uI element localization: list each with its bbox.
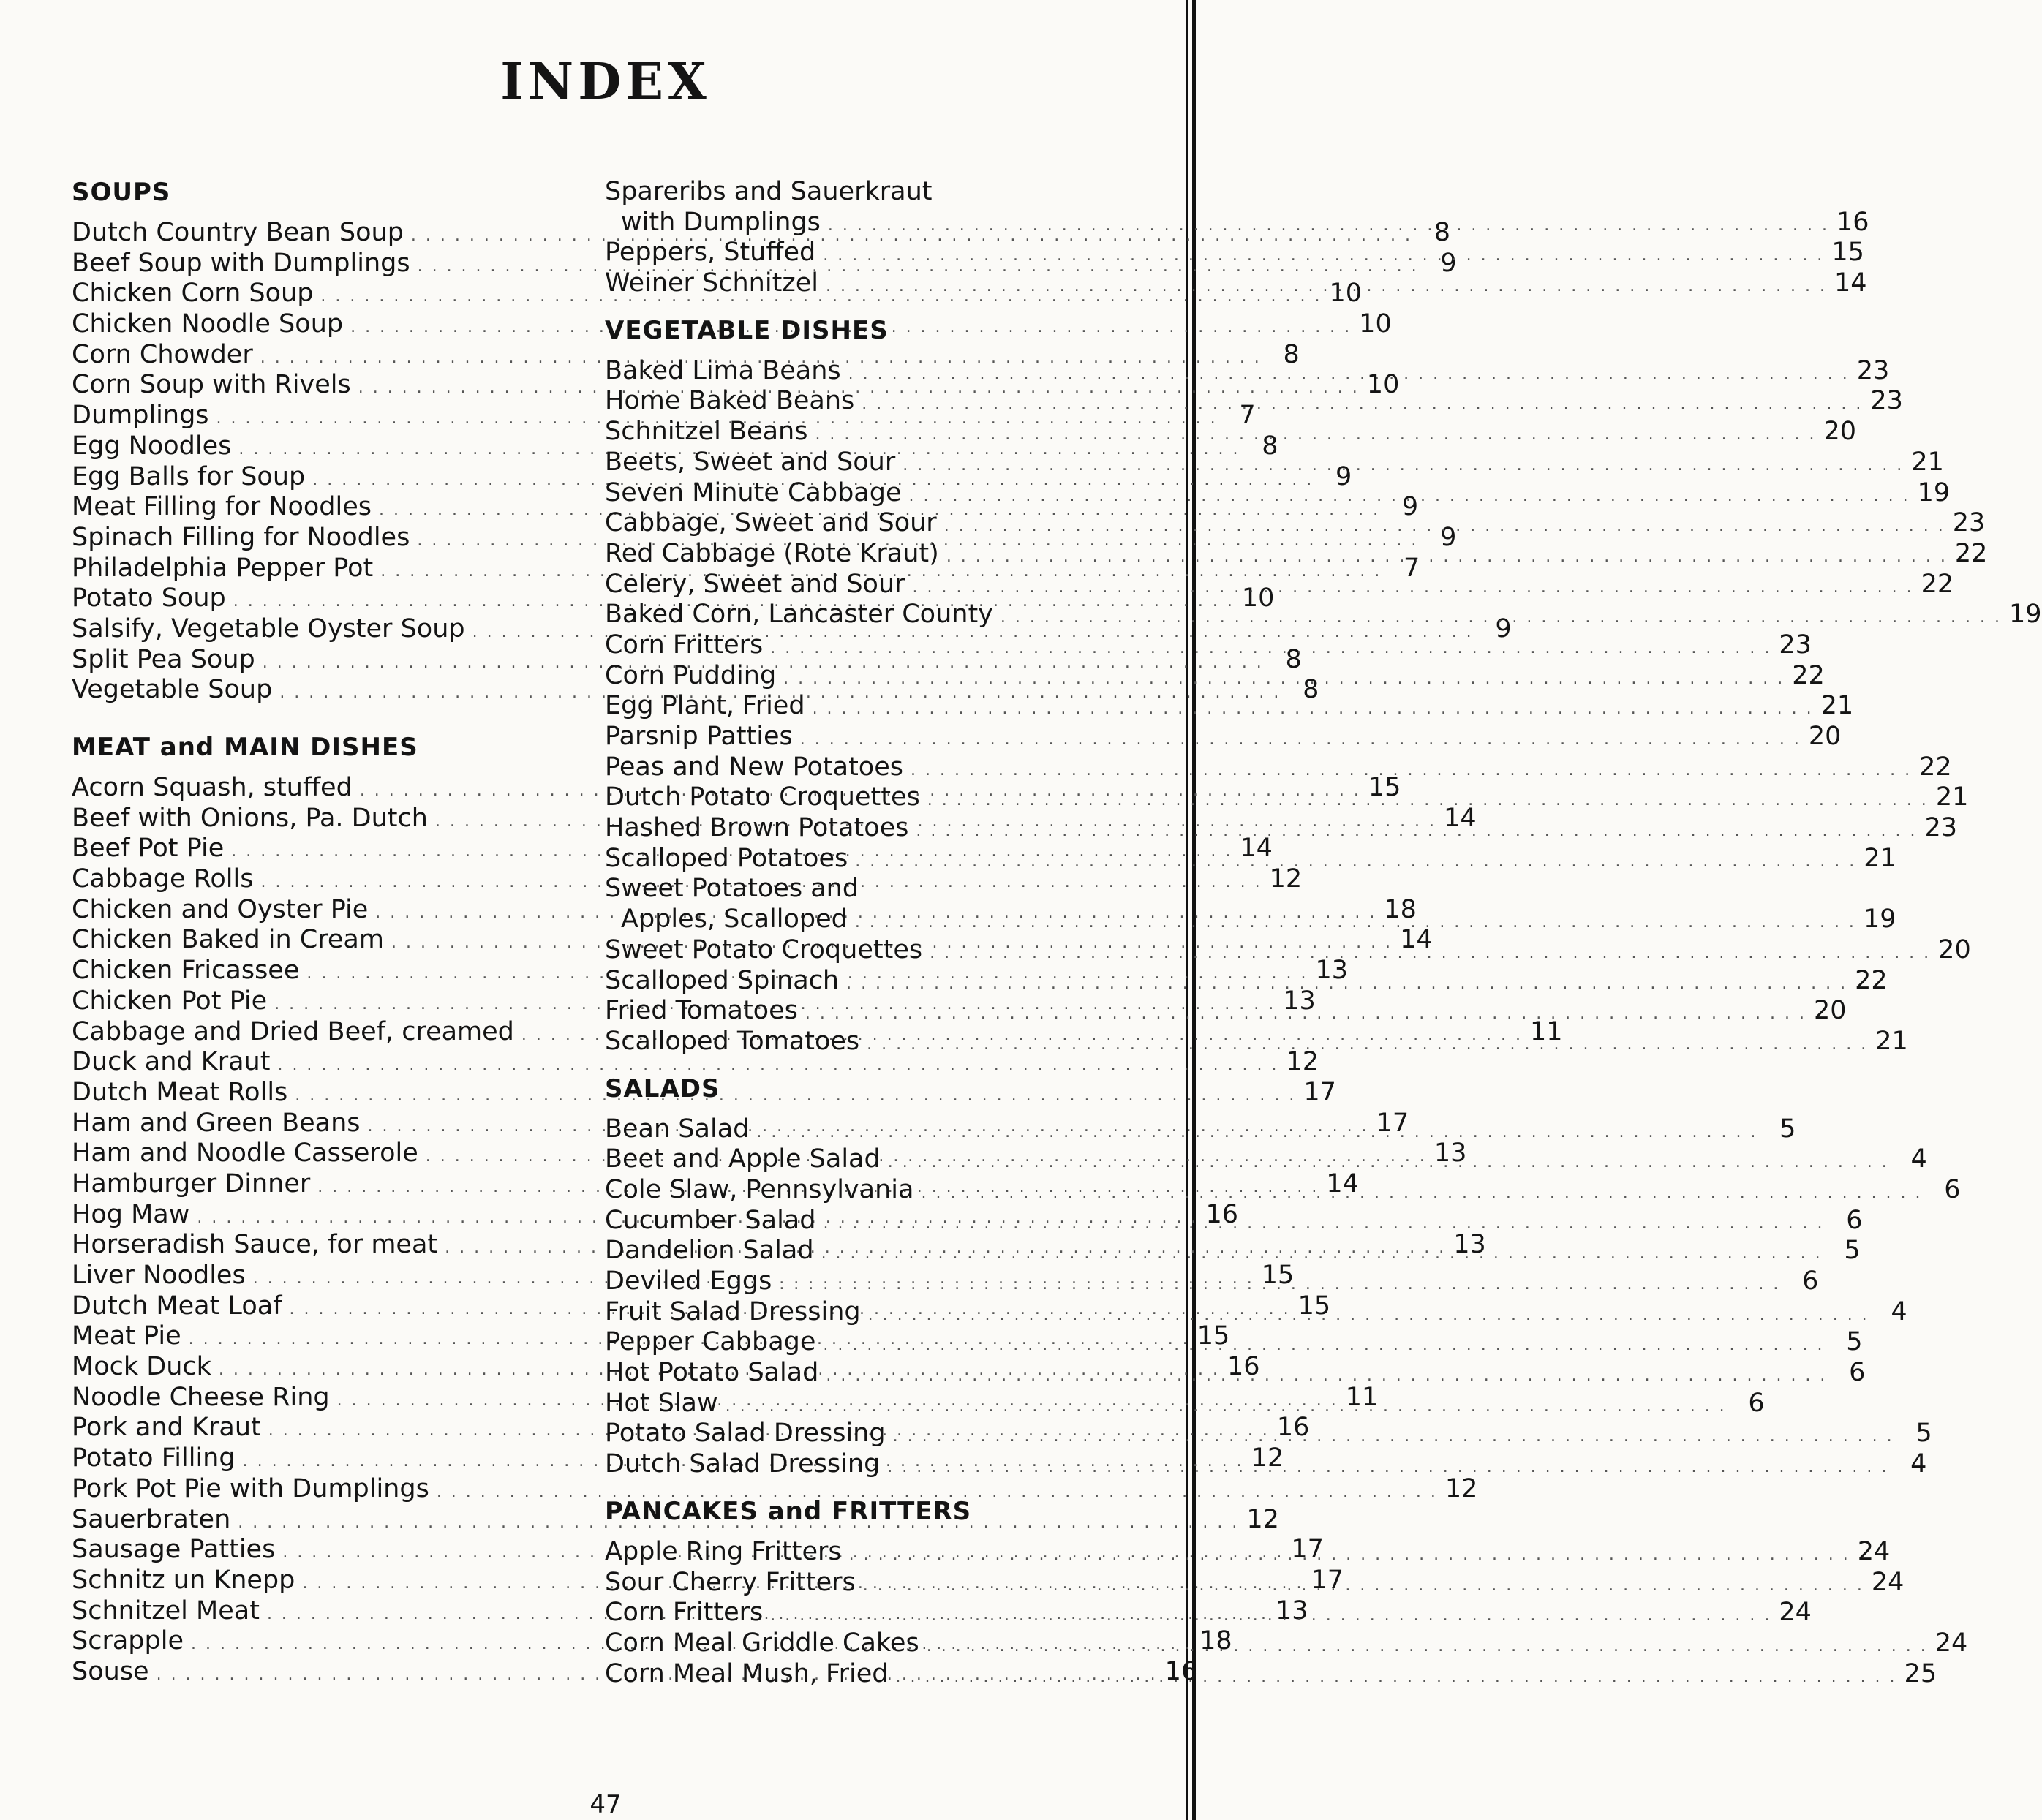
dot-leader xyxy=(815,1330,1831,1361)
entry-name: Baked Lima Beans xyxy=(605,355,841,385)
entry-page-number: 5 xyxy=(1779,1114,1796,1144)
dot-leader xyxy=(903,755,1919,786)
dot-leader xyxy=(718,1392,1734,1422)
entry-name: Cabbage and Dried Beef, creamed xyxy=(72,1016,514,1046)
dot-leader xyxy=(848,907,1864,938)
entry-page-number: 5 xyxy=(1915,1419,1932,1449)
entry-name: Dutch Potato Croquettes xyxy=(605,782,920,812)
entry-page-number: 7 xyxy=(1404,553,1420,583)
page-number: 47 xyxy=(589,1790,622,1819)
entry-page-number: 8 xyxy=(1285,644,1302,674)
entry-page-number: 14 xyxy=(1240,834,1273,864)
entry-name: Baked Corn, Lancaster County xyxy=(605,600,993,630)
dot-leader xyxy=(841,359,1857,390)
entry-page-number: 21 xyxy=(1864,843,1896,873)
index-entry xyxy=(605,207,1869,238)
dot-leader xyxy=(842,1540,1858,1571)
entry-page-number: 23 xyxy=(1952,508,1986,538)
entry-page-number: 19 xyxy=(1863,905,1896,934)
section-heading: SOUPS xyxy=(72,178,171,207)
entry-name: Peas and New Potatoes xyxy=(605,752,903,782)
entry-name: Hot Slaw xyxy=(605,1388,718,1418)
entry-page-number: 17 xyxy=(1376,1108,1409,1138)
entry-page-number: 12 xyxy=(1269,864,1303,894)
index-entry xyxy=(605,722,1842,752)
dot-leader xyxy=(772,1269,1787,1300)
entry-page-number: 24 xyxy=(1871,1567,1905,1597)
entry-page-number: 13 xyxy=(1453,1230,1486,1260)
entry-page-number: 10 xyxy=(1241,584,1275,613)
entry-name: Hot Potato Salad xyxy=(605,1358,819,1388)
index-entry xyxy=(605,417,1857,448)
entry-name: Beets, Sweet and Sour xyxy=(605,447,896,477)
entry-page-number: 21 xyxy=(1935,782,1969,812)
entry-name: Schnitz un Knepp xyxy=(72,1565,295,1595)
entry-page-number: 10 xyxy=(1366,370,1400,400)
entry-page-number: 18 xyxy=(1384,894,1417,924)
dot-leader xyxy=(920,785,1936,816)
entry-name: Vegetable Soup xyxy=(72,675,273,705)
entry-page-number: 6 xyxy=(1944,1174,1961,1204)
index-entry xyxy=(72,1473,1478,1505)
entry-page-number: 16 xyxy=(1164,1656,1198,1686)
entry-name: Corn Pudding xyxy=(605,660,777,690)
entry-page-number: 15 xyxy=(1197,1321,1230,1351)
section-heading: SALADS xyxy=(605,1073,720,1103)
dot-leader xyxy=(993,603,2009,633)
entry-page-number: 16 xyxy=(1836,207,1869,237)
dot-leader xyxy=(854,389,1870,420)
entry-name: Egg Balls for Soup xyxy=(72,461,306,491)
entry-name: Sweet Potatoes and xyxy=(605,874,859,904)
entry-name: Dutch Salad Dressing xyxy=(605,1449,881,1479)
entry-page-number: 8 xyxy=(1283,339,1300,369)
entry-name: Potato Salad Dressing xyxy=(605,1419,886,1449)
entry-page-number: 19 xyxy=(1917,477,1951,507)
section-heading: MEAT and MAIN DISHES xyxy=(72,733,418,762)
entry-page-number: 17 xyxy=(1303,1077,1336,1107)
entry-name: Dandelion Salad xyxy=(605,1236,814,1266)
entry-page-number: 4 xyxy=(1910,1144,1927,1174)
entry-name: Egg Noodles xyxy=(72,431,232,461)
entry-name: Cole Slaw, Pennsylvania xyxy=(605,1174,914,1204)
entry-name: Fried Tomatoes xyxy=(605,996,798,1026)
entry-page-number: 5 xyxy=(1844,1236,1861,1266)
entry-name: Scalloped Tomatoes xyxy=(605,1026,860,1056)
dot-leader xyxy=(807,420,1823,450)
entry-name: Chicken Noodle Soup xyxy=(72,309,344,339)
dot-leader xyxy=(848,847,1864,877)
entry-page-number: 9 xyxy=(1440,248,1457,278)
entry-page-number: 13 xyxy=(1283,986,1316,1016)
entry-page-number: 22 xyxy=(1855,965,1888,995)
dot-leader xyxy=(886,1421,1902,1452)
entry-name: Schnitzel Beans xyxy=(605,417,808,447)
entry-page-number: 8 xyxy=(1433,218,1450,247)
section-heading: VEGETABLE DISHES xyxy=(605,315,889,345)
dot-leader xyxy=(861,1300,1877,1331)
entry-page-number: 6 xyxy=(1802,1266,1819,1296)
dot-leader xyxy=(895,450,1911,481)
entry-name: Corn Chowder xyxy=(72,339,253,369)
entry-name: Home Baked Beans xyxy=(605,386,855,416)
dot-leader xyxy=(815,1209,1831,1239)
entry-page-number: 13 xyxy=(1276,1596,1308,1625)
entry-name: Noodle Cheese Ring xyxy=(72,1382,330,1412)
entry-page-number: 24 xyxy=(1779,1598,1812,1628)
entry-name: Egg Plant, Fried xyxy=(605,691,805,721)
dot-leader xyxy=(821,211,1836,241)
entry-name: Corn Fritters xyxy=(605,630,764,660)
entry-page-number: 12 xyxy=(1444,1473,1478,1503)
dot-leader xyxy=(793,725,1809,755)
entry-page-number: 16 xyxy=(1227,1352,1260,1382)
dot-leader xyxy=(939,542,1955,573)
entry-name: Red Cabbage (Rote Kraut) xyxy=(605,538,939,568)
page-title: INDEX xyxy=(500,53,711,111)
index-entry xyxy=(605,238,1864,268)
entry-name: Sausage Patties xyxy=(72,1535,276,1565)
entry-page-number: 14 xyxy=(1400,925,1433,955)
entry-name: Scrapple xyxy=(72,1626,184,1656)
entry-page-number: 8 xyxy=(1303,675,1319,705)
entry-name: Pork and Kraut xyxy=(72,1413,261,1443)
entry-page-number: 7 xyxy=(1239,401,1256,431)
entry-name: Beet and Apple Salad xyxy=(605,1144,881,1174)
dot-leader xyxy=(880,1452,1896,1483)
section-heading: PANCAKES and FRITTERS xyxy=(605,1496,972,1526)
entry-name: Dutch Country Bean Soup xyxy=(72,218,404,247)
dot-leader xyxy=(763,633,1779,664)
entry-page-number: 24 xyxy=(1934,1628,1968,1658)
entry-name: Spareribs and Sauerkraut xyxy=(605,177,933,206)
entry-page-number: 21 xyxy=(1911,447,1944,477)
index-entry xyxy=(605,660,1825,692)
index-entry xyxy=(605,538,1988,570)
entry-page-number: 25 xyxy=(1904,1658,1937,1688)
entry-page-number: 10 xyxy=(1329,279,1363,309)
index-entry xyxy=(605,477,1951,509)
entry-page-number: 20 xyxy=(1823,417,1857,447)
entry-name: Hog Maw xyxy=(72,1199,190,1229)
entry-name: Celery, Sweet and Sour xyxy=(605,569,905,599)
entry-page-number: 13 xyxy=(1315,956,1349,986)
entry-page-number: 14 xyxy=(1326,1168,1359,1198)
index-entry xyxy=(605,691,1854,722)
dot-leader xyxy=(763,1601,1779,1631)
entry-name: Ham and Noodle Casserole xyxy=(72,1139,418,1168)
entry-name: Souse xyxy=(72,1656,149,1686)
entry-name: Chicken Fricassee xyxy=(72,956,300,986)
entry-name: Fruit Salad Dressing xyxy=(605,1296,861,1326)
entry-name: Corn Soup with Rivels xyxy=(72,370,351,400)
entry-page-number: 15 xyxy=(1297,1291,1331,1321)
entry-name: Cabbage Rolls xyxy=(72,864,254,894)
entry-name: Dutch Meat Rolls xyxy=(72,1077,288,1107)
entry-name: Beef Pot Pie xyxy=(72,834,225,864)
entry-page-number: 10 xyxy=(1359,309,1392,339)
entry-name: Liver Noodles xyxy=(72,1261,246,1290)
entry-name: Seven Minute Cabbage xyxy=(605,477,902,507)
entry-name: Salsify, Vegetable Oyster Soup xyxy=(72,613,465,643)
entry-name: Peppers, Stuffed xyxy=(605,238,816,268)
entry-page-number: 4 xyxy=(1891,1296,1907,1326)
entry-name: Chicken Pot Pie xyxy=(72,986,268,1016)
entry-page-number: 9 xyxy=(1401,492,1419,522)
dot-leader xyxy=(856,1571,1872,1601)
entry-page-number: 5 xyxy=(1846,1327,1863,1357)
index-entry xyxy=(605,386,1903,417)
dot-leader xyxy=(922,938,1938,969)
entry-name: Corn Fritters xyxy=(605,1598,764,1628)
dot-leader xyxy=(913,1178,1929,1209)
entry-page-number: 6 xyxy=(1849,1358,1866,1388)
dot-leader xyxy=(749,1117,1765,1148)
entry-page-number: 23 xyxy=(1924,813,1958,843)
index-entry xyxy=(605,874,1119,905)
dot-leader xyxy=(919,1631,1935,1662)
entry-name: Spinach Filling for Noodles xyxy=(72,522,410,552)
entry-name: Meat Pie xyxy=(72,1321,181,1351)
entry-name: Apples, Scalloped xyxy=(621,905,848,934)
dot-leader xyxy=(881,1147,1896,1178)
entry-name: Corn Meal Griddle Cakes xyxy=(605,1628,919,1658)
entry-name: Schnitzel Meat xyxy=(72,1596,260,1625)
entry-name: Sweet Potato Croquettes xyxy=(605,934,923,964)
entry-page-number: 14 xyxy=(1834,268,1867,298)
dot-leader xyxy=(818,1361,1834,1392)
entry-page-number: 9 xyxy=(1495,613,1512,643)
entry-name: Pork Pot Pie with Dumplings xyxy=(72,1473,429,1503)
entry-page-number: 15 xyxy=(1261,1261,1295,1290)
entry-page-number: 23 xyxy=(1779,630,1812,660)
entry-name: Scalloped Spinach xyxy=(605,965,840,995)
entry-name: Parsnip Patties xyxy=(605,722,793,751)
entry-page-number: 18 xyxy=(1199,1626,1232,1656)
entry-name: Cabbage, Sweet and Sour xyxy=(605,508,937,538)
entry-page-number: 20 xyxy=(1808,722,1842,751)
entry-name: Ham and Green Beans xyxy=(72,1108,361,1138)
index-entry xyxy=(605,177,1119,208)
dot-leader xyxy=(839,969,1855,1000)
entry-page-number: 21 xyxy=(1820,691,1854,721)
entry-page-number: 22 xyxy=(1921,569,1954,599)
entry-name: Potato Soup xyxy=(72,584,226,613)
entry-page-number: 6 xyxy=(1846,1205,1863,1235)
entry-name: Pepper Cabbage xyxy=(605,1327,816,1357)
entry-page-number: 14 xyxy=(1444,803,1477,833)
entry-page-number: 11 xyxy=(1529,1016,1563,1046)
index-entry xyxy=(605,447,1944,478)
entry-name: with Dumplings xyxy=(621,207,821,237)
dot-leader xyxy=(888,1662,1904,1693)
entry-page-number: 17 xyxy=(1291,1535,1324,1565)
dot-leader xyxy=(814,1239,1830,1269)
entry-page-number: 19 xyxy=(2008,600,2042,630)
index-entry xyxy=(72,1047,1319,1078)
dot-leader xyxy=(815,241,1831,271)
entry-name: Apple Ring Fritters xyxy=(605,1536,842,1566)
entry-name: Potato Filling xyxy=(72,1443,236,1473)
entry-name: Dumplings xyxy=(72,401,209,431)
entry-page-number: 11 xyxy=(1345,1382,1379,1412)
entry-page-number: 22 xyxy=(1919,752,1952,782)
entry-name: Deviled Eggs xyxy=(605,1266,772,1296)
entry-page-number: 23 xyxy=(1870,386,1903,416)
entry-name: Chicken Corn Soup xyxy=(72,279,314,309)
entry-page-number: 20 xyxy=(1813,996,1847,1026)
entry-page-number: 8 xyxy=(1262,431,1278,461)
dot-leader xyxy=(908,816,1924,847)
entry-name: Duck and Kraut xyxy=(72,1047,271,1077)
entry-page-number: 12 xyxy=(1251,1443,1284,1473)
entry-page-number: 6 xyxy=(1748,1388,1765,1418)
dot-leader xyxy=(818,271,1834,302)
dot-leader xyxy=(805,694,1821,725)
entry-page-number: 13 xyxy=(1433,1139,1467,1168)
dot-leader xyxy=(937,511,1953,542)
entry-name: Beef with Onions, Pa. Dutch xyxy=(72,803,428,833)
entry-name: Hamburger Dinner xyxy=(72,1168,311,1198)
entry-page-number: 16 xyxy=(1205,1199,1238,1229)
index-entry xyxy=(605,752,1952,783)
entry-name: Dutch Meat Loaf xyxy=(72,1291,282,1321)
entry-page-number: 9 xyxy=(1335,461,1352,491)
entry-page-number: 4 xyxy=(1910,1449,1927,1479)
dot-leader xyxy=(776,664,1792,695)
entry-page-number: 15 xyxy=(1831,238,1864,268)
entry-name: Horseradish Sauce, for meat xyxy=(72,1230,438,1260)
entry-page-number: 12 xyxy=(1286,1047,1319,1077)
entry-page-number: 15 xyxy=(1368,773,1401,802)
entry-name: Beef Soup with Dumplings xyxy=(72,248,410,278)
dot-leader xyxy=(859,1030,1875,1060)
entry-name: Acorn Squash, stuffed xyxy=(72,773,353,802)
entry-page-number: 9 xyxy=(1440,522,1457,552)
entry-name: Bean Salad xyxy=(605,1114,750,1144)
entry-page-number: 21 xyxy=(1875,1026,1908,1056)
entry-page-number: 23 xyxy=(1856,355,1890,385)
entry-name: Sour Cherry Fritters xyxy=(605,1567,856,1597)
dot-leader xyxy=(902,481,1918,512)
entry-page-number: 22 xyxy=(1792,660,1825,690)
entry-name: Philadelphia Pepper Pot xyxy=(72,553,374,583)
index-entry xyxy=(605,600,2042,630)
dot-leader xyxy=(905,573,1921,603)
entry-name: Split Pea Soup xyxy=(72,644,255,674)
entry-name: Hashed Brown Potatoes xyxy=(605,813,909,843)
entry-name: Chicken Baked in Cream xyxy=(72,925,384,955)
entry-page-number: 16 xyxy=(1276,1413,1310,1443)
entry-name: Sauerbraten xyxy=(72,1504,231,1534)
entry-page-number: 24 xyxy=(1857,1536,1891,1566)
entry-name: Cucumber Salad xyxy=(605,1205,816,1235)
entry-name: Meat Filling for Noodles xyxy=(72,492,372,522)
index-entry xyxy=(605,508,1986,539)
entry-name: Weiner Schnitzel xyxy=(605,268,818,298)
dot-leader xyxy=(798,999,1814,1030)
entry-name: Scalloped Potatoes xyxy=(605,843,848,873)
entry-name: Chicken and Oyster Pie xyxy=(72,894,369,924)
entry-page-number: 22 xyxy=(1954,538,1988,568)
entry-page-number: 20 xyxy=(1938,934,1971,964)
index-entry xyxy=(605,630,1812,661)
entry-name: Mock Duck xyxy=(72,1352,211,1382)
entry-page-number: 17 xyxy=(1311,1565,1344,1595)
entry-page-number: 12 xyxy=(1246,1504,1279,1534)
entry-name: Corn Meal Mush, Fried xyxy=(605,1658,889,1688)
